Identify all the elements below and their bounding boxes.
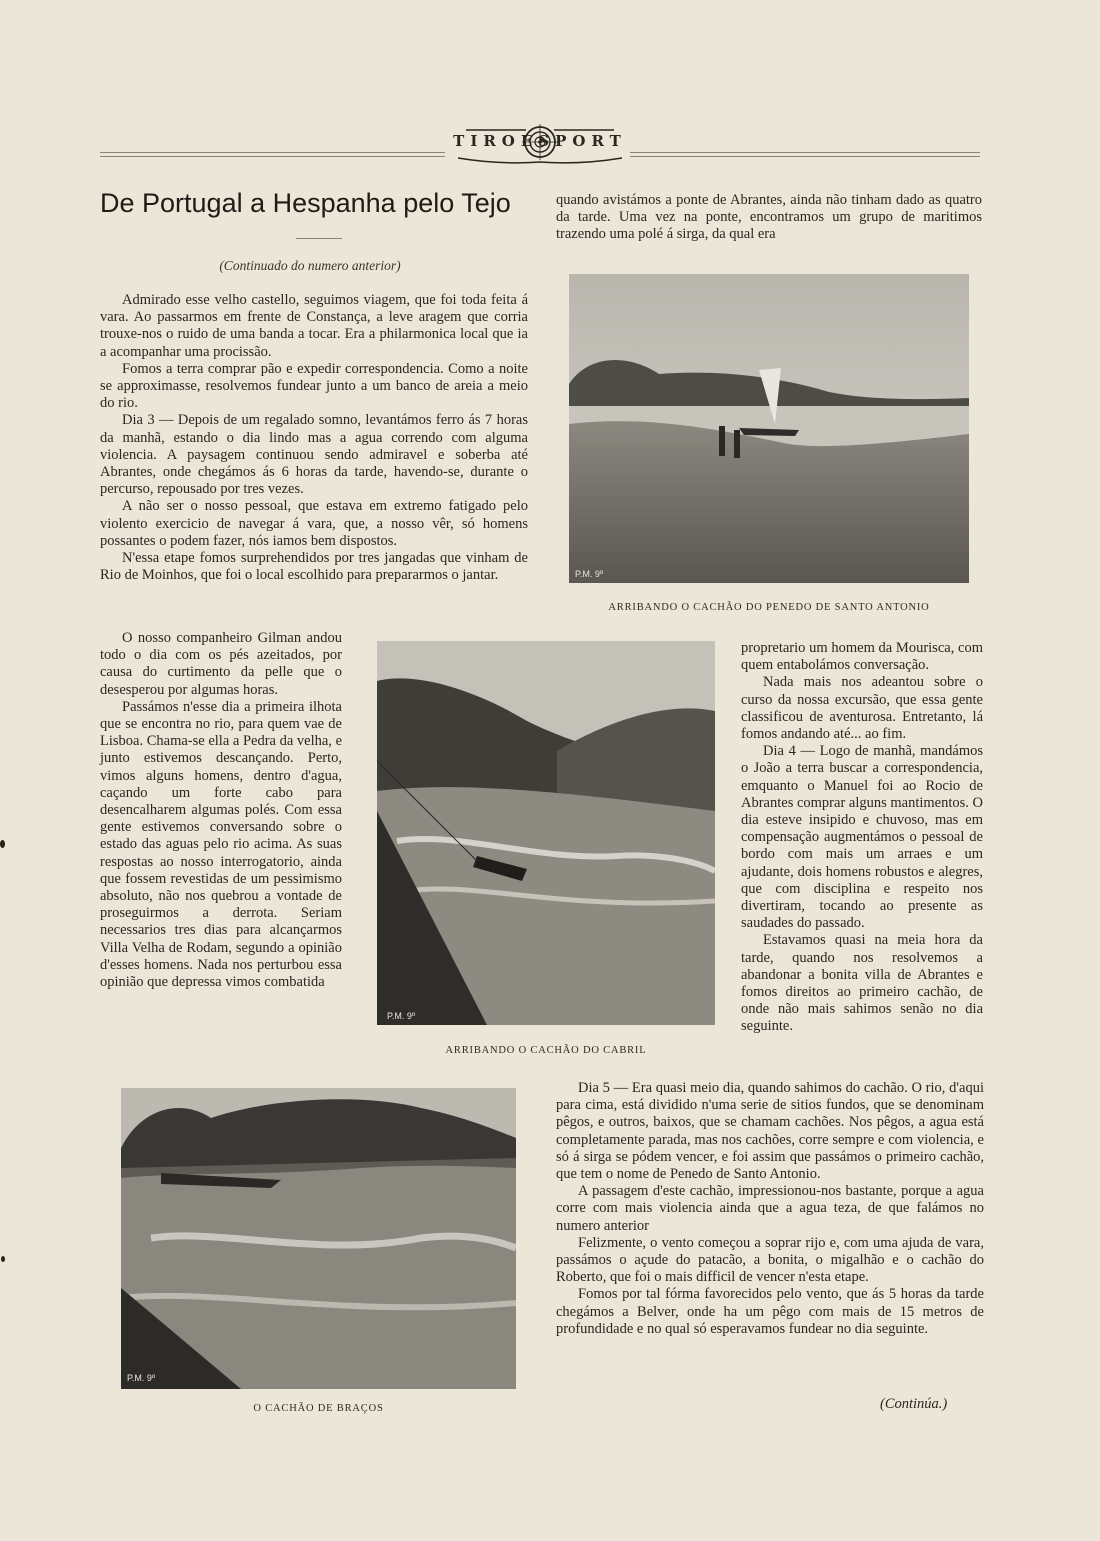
masthead-rule-right — [630, 152, 980, 153]
article-column-bottom — [556, 1080, 984, 1338]
paragraph: Passámos n'esse dia a primeira ilhota que se encontra no rio, para quem vae de Lisboa. Chama-se ella a Pedra da velha, e junto estivemos descançando. Perto, vimos alguns homens, dentro d'agua, caçando um forte cabo para desencalharem algumas polés. Com essa gente estivemos conversando sobre o estado das aguas pelo rio acima. As suas respostas ao nosso interrogatorio, ainda que fossem revestidas de um pessimismo absoluto, não nos quebrou a vontade de proseguirmos a derrota. Seriam necessarios tres dias para alcançarmos Villa Velha de Rodam, segundo a opinião d'esses homens. Nada nos perturbou essa opinião que depressa vimos combatida — [100, 698, 342, 991]
photo-caption-cabril: ARRIBANDO O CACHÃO DO CABRIL — [445, 1045, 647, 1056]
masthead-rule-left — [100, 152, 445, 153]
continued-note: (Continúa.) — [880, 1396, 948, 1412]
masthead-logo — [452, 118, 628, 166]
scan-mark — [0, 840, 5, 848]
article-subtitle: (Continuado do numero anterior) — [219, 258, 401, 273]
article-title: De Portugal a Hespanha pelo Tejo — [100, 188, 511, 218]
paragraph: A não ser o nosso pessoal, que estava em extremo fatigado pelo violento exercicio de navegar á vara, que, a nosso vêr, só homens possantes o podem fazer, nós iamos bem dispostos. — [100, 498, 528, 549]
photo-caption-bracos: O CACHÃO DE BRAÇOS — [253, 1403, 384, 1414]
paragraph: propretario um homem da Mourisca, com quem entabolámos conversação. — [741, 640, 983, 674]
scan-mark — [1, 1256, 5, 1262]
article-column-right — [741, 640, 983, 1036]
photo-cachao-bracos — [121, 1088, 516, 1389]
photo-cachao-cabril — [377, 641, 715, 1025]
paragraph: Fomos por tal fórma favorecidos pelo vento, que ás 5 horas da tarde chegámos a Belver, onde ha um pêgo com mais de 15 metros de profundidade e no qual só esperavamos fundear no dia seguinte. — [556, 1286, 984, 1337]
paragraph: Felizmente, o vento começou a soprar rijo e, com uma ajuda de vara, passámos o açude do patacão, a bonita, o migalhão e o cachão do Roberto, que foi o mais difficil de vencer n'esta etape. — [556, 1234, 984, 1286]
paragraph: Dia 3 — Depois de um regalado somno, levantámos ferro ás 7 horas da manhã, estando o dia lindo mas a agua correndo com alguma violencia. A paysagem continuou sendo admiravel e soberba até Abrantes, onde chegámos ás 6 horas da tarde, havendo-se, durante o percurso, repousado por tres vezes. — [100, 412, 528, 498]
paragraph: Dia 4 — Logo de manhã, mandámos o João a terra buscar a correspondencia, emquanto o Manuel foi ao Rocio de Abrantes comprar alguns mantimentos. O dia esteve insipido e chuvoso, mas em compensação augmentámos o pessoal de bordo com mais um arraes e um ajudante, dois homens robustos e alegres, que com disciplina e respeito nos divertiram, tocando ao presente as saudades do passado. — [741, 743, 984, 932]
paragraph: N'essa etape fomos surprehendidos por tres jangadas que vinham de Rio de Moinhos, que foi o local escolhido para prepararmos o jantar. — [100, 550, 528, 584]
paragraph: Estavamos quasi na meia hora da tarde, quando nos resolvemos a abandonar a bonita villa de Abrantes e fomos direitos ao primeiro cachão, de onde não mais sahimos senão no dia seguinte. — [741, 932, 983, 1035]
photo-caption-penedo: ARRIBANDO O CACHÃO DO PENEDO DE SANTO ANTONIO — [608, 602, 930, 613]
photo-penedo-santo-antonio — [569, 274, 969, 583]
paragraph: Dia 5 — Era quasi meio dia, quando sahimos do cachão. O rio, d'aqui para cima, está dividido n'uma serie de sitios fundos, que se denominam pêgos, e outros, baixos, que se chamam cachões. Nos pêgos, a agua está completamente parada, mas nos cachões, corre sempre e com violencia, e só á sirga se pódem vencer, e foi assim que passámos o primeiro cachão, que tem o nome de Penedo de Santo Antonio. — [556, 1080, 984, 1183]
article-column-left — [100, 292, 528, 584]
masthead-rule-left-2 — [100, 156, 445, 157]
paragraph: Nada mais nos adeantou sobre o curso da nossa excursão, que essa gente classificou de aventurosa. Entretanto, lá fomos andando até... ao fim. — [741, 674, 983, 743]
masthead-logo-text: TIROESPORT — [453, 132, 627, 150]
masthead-rule-right-2 — [630, 156, 980, 157]
paragraph: O nosso companheiro Gilman andou todo o dia com os pés azeitados, por causa do curtimento da pelle que o desesperou por algumas horas. — [100, 630, 342, 698]
photo-credit: P.M. 9º — [387, 1011, 416, 1021]
article-column-right-top — [556, 192, 982, 244]
paragraph: A passagem d'este cachão, impressionou-nos bastante, porque a agua corre com mais violencia ainda que a agua teza, de que falámos no numero anterior — [556, 1183, 984, 1234]
photo-credit: P.M. 9º — [575, 569, 604, 579]
article-column-left-narrow — [100, 630, 342, 991]
title-divider — [296, 238, 342, 239]
photo-credit: P.M. 9º — [127, 1373, 156, 1383]
paragraph: quando avistámos a ponte de Abrantes, ainda não tinham dado as quatro da tarde. Uma vez na ponte, encontramos um grupo de maritimos trazendo uma polé á sirga, da qual era — [556, 192, 982, 243]
paragraph: Fomos a terra comprar pão e expedir correspondencia. Como a noite se approximasse, resolvemos fundear junto a um banco de areia a meio do rio. — [100, 360, 528, 412]
paragraph: Admirado esse velho castello, seguimos viagem, que foi toda feita á vara. Ao passarmos em frente de Constança, a leve aragem que corria trouxe-nos o ruido de uma banda a tocar. Era a philarmonica local que ia a acompanhar uma procissão. — [100, 292, 528, 360]
